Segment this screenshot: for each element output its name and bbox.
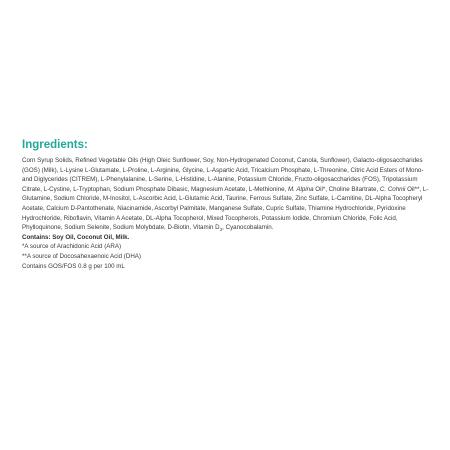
footnote-dha: **A source of Docosahexaenoic Acid (DHA) bbox=[22, 252, 141, 260]
ingredients-text-part4: , Cyanocobalamin. bbox=[222, 224, 274, 232]
ingredients-text-part2: Oil*, Choline Bitartrate, bbox=[313, 185, 380, 193]
allergen-statement: Contains: Soy Oil, Coconut Oil, Milk. bbox=[22, 233, 130, 241]
gos-fos-statement: Contains GOS/FOS 0.8 g per 100 mL bbox=[22, 262, 125, 270]
ingredient-label bbox=[22, 138, 430, 271]
ingredients-text-part1: Corn Syrup Solids, Refined Vegetable Oils (High Oleic Sunflower, Soy, Non-Hydrogenated Coconut, Canola, Sunflower), Galacto-oligosaccharides (GOS) (Milk), L-Lysine L-Glutamate, L-Proline, L-Arginine, Glycine, L-Aspartic Acid, Tricalcium Phosphate, L-Threonine, Citric Acid Esters of Mono- and Diglycerides (CITREM), L-Phenylalanine, L-Serine, L-Histidine, L-Alanine, Potassium Chloride, Fructo-oligosaccharides (FOS), Tripotassium Citrate, L-Cystine, L-Tryptophan, Sodium Phosphate Dibasic, Magnesium Acetate, L-Methionine, bbox=[22, 157, 424, 193]
alpina-oil-name: M. Alpina bbox=[287, 185, 314, 193]
ingredients-text-part3: Oil**, L-Glutamine, Sodium Chloride, M-Inositol, L-Ascorbic Acid, L-Glutamic Acid, Taurine, Ferrous Sulfate, Zinc Sulfate, L-Carnitine, DL-Alpha Tocopheryl Acetate, Calcium D-Pantothenate, Niacinamide, Ascorbyl Palmitate, Manganese Sulfate, Cupric Sulfate, Thiamine Hydrochloride, Pyridoxine Hydrochloride, Riboflavin, Vitamin A Acetate, DL-Alpha Tocopherol, Mixed Tocopherols, Potassium Iodide, Chromium Chloride, Folic Acid, Phylloquinone, Sodium Selenite, Sodium Molybdate, D-Biotin, Vitamin D bbox=[22, 185, 429, 232]
ingredients-list bbox=[22, 156, 430, 233]
vitamin-d-subscript: 3 bbox=[219, 227, 223, 233]
ingredients-heading: Ingredients: bbox=[22, 139, 88, 151]
footnote-ara: *A source of Arachidonic Acid (ARA) bbox=[22, 243, 122, 251]
cohnii-oil-name: C. Cohnii bbox=[379, 185, 406, 193]
